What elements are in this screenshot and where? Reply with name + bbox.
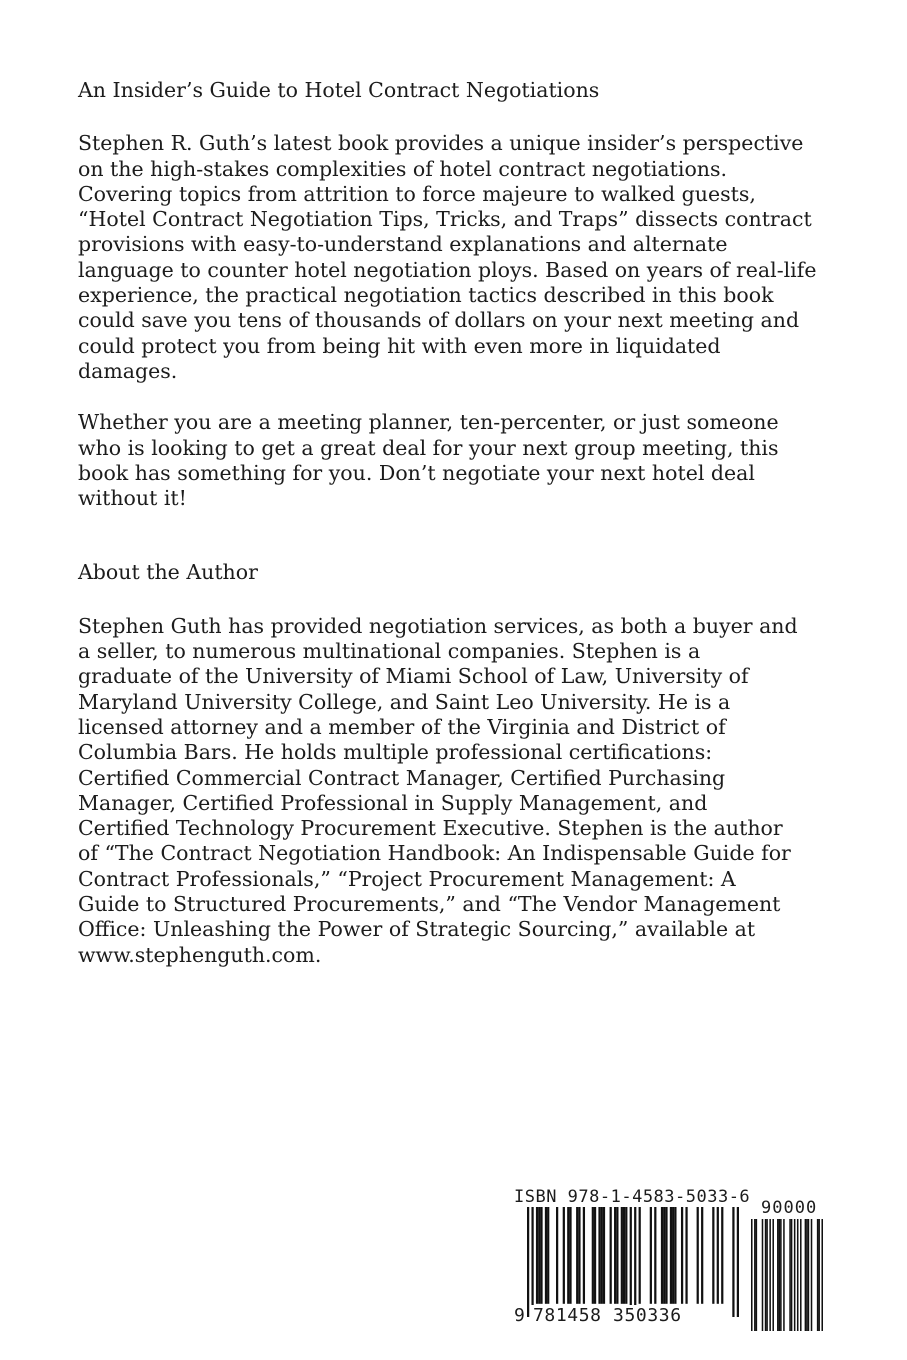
addon-bar bbox=[751, 1219, 753, 1331]
blurb-paragraph-2: Whether you are a meeting planner, ten-percenter, or just someone who is looking to get a great deal for your next group meeting, this book has something for you. Don’t negotiate your next hotel deal without it! bbox=[78, 410, 779, 511]
barcode-bar bbox=[670, 1207, 672, 1304]
addon-bar bbox=[765, 1219, 767, 1331]
barcode-bar bbox=[674, 1207, 676, 1304]
barcode-bar bbox=[598, 1207, 600, 1304]
barcode-bar bbox=[681, 1207, 683, 1304]
barcode-bar bbox=[538, 1207, 540, 1304]
barcode-bar bbox=[685, 1207, 687, 1304]
barcode-bar bbox=[732, 1207, 734, 1317]
price-code: 90000 bbox=[761, 1198, 818, 1218]
barcode-bar bbox=[610, 1207, 612, 1304]
price-addon-bars bbox=[751, 1219, 823, 1331]
addon-bar bbox=[817, 1219, 819, 1331]
addon-bar bbox=[772, 1219, 774, 1331]
barcode-bar bbox=[536, 1207, 538, 1304]
barcode-bar bbox=[545, 1207, 547, 1304]
barcode-bar bbox=[623, 1207, 625, 1304]
addon-bar bbox=[811, 1219, 813, 1331]
barcode-bar bbox=[563, 1207, 565, 1304]
barcode-bar bbox=[697, 1207, 699, 1304]
barcode-bar bbox=[594, 1207, 596, 1304]
barcode-bar bbox=[701, 1207, 703, 1304]
blurb-paragraph-1: Stephen R. Guth’s latest book provides a unique insider’s perspective on the high-stakes complexities of hotel contract negotiations. Covering topics from attrition to force majeure to walked guests, “Hotel Contract Negotiation Tips, Tricks, and Traps” dissects contract provisions with easy-to-understand explanations and alternate language to counter hotel negotiation ploys. Based on years of real-life experience, the practical negotiation tactics described in this book could save you tens of thousands of dollars on your next meeting and could protect you from being hit with even more in liquidated damages. bbox=[78, 131, 817, 383]
addon-bar bbox=[806, 1219, 808, 1331]
barcode-bar bbox=[721, 1207, 723, 1304]
ean13-bars bbox=[527, 1207, 739, 1317]
barcode-bar bbox=[663, 1207, 665, 1304]
addon-bar bbox=[777, 1219, 779, 1331]
barcode-bar bbox=[531, 1207, 533, 1317]
addon-bar bbox=[821, 1219, 823, 1331]
barcode-bar bbox=[603, 1207, 605, 1304]
isbn-label: ISBN 978-1-4583-5033-6 bbox=[514, 1187, 751, 1207]
barcode-bar bbox=[717, 1207, 719, 1304]
author-bio: Stephen Guth has provided negotiation services, as both a buyer and a seller, to numerous multinational companies. Stephen is a graduate of the University of Miami School of Law, University of Maryland University College, and Saint Leo University. He is a licensed attorney and a member of the Virginia and District of Columbia Bars. He holds multiple professional certifications: Certified Commercial Contract Manager, Certified Purchasing Manager, Certified Professional in Supply Management, and Certified Technology Procurement Executive. Stephen is the author of “The Contract Negotiation Handbook: An Indispensable Guide for Contract Professionals,” “Project Procurement Management: A Guide to Structured Procurements,” and “The Vendor Management Office: Unleashing the Power of Strategic Sourcing,” available at www.stephenguth.com. bbox=[78, 613, 798, 967]
barcode-bar bbox=[547, 1207, 549, 1304]
addon-bar bbox=[805, 1219, 807, 1331]
addon-bar bbox=[756, 1219, 758, 1331]
barcode-bar bbox=[527, 1207, 529, 1317]
addon-bar bbox=[783, 1219, 785, 1331]
addon-bar bbox=[766, 1219, 768, 1331]
barcode-bar bbox=[665, 1207, 667, 1304]
barcode-bar bbox=[737, 1207, 739, 1317]
barcode-bar bbox=[630, 1207, 632, 1317]
addon-bar bbox=[808, 1219, 810, 1331]
back-cover-text bbox=[78, 78, 838, 968]
barcode-bar bbox=[650, 1207, 652, 1304]
barcode-bar bbox=[634, 1207, 636, 1317]
barcode-bar bbox=[712, 1207, 714, 1304]
addon-bar bbox=[800, 1219, 802, 1331]
barcode-bar bbox=[614, 1207, 616, 1304]
addon-bar bbox=[789, 1219, 791, 1331]
barcode-bar bbox=[661, 1207, 663, 1304]
barcode-bar bbox=[576, 1207, 578, 1304]
barcode-bar bbox=[625, 1207, 627, 1304]
barcode-bar bbox=[654, 1207, 656, 1304]
barcode-bar bbox=[540, 1207, 542, 1304]
barcode-bar bbox=[672, 1207, 674, 1304]
barcode-bar bbox=[639, 1207, 641, 1304]
addon-bar bbox=[762, 1219, 764, 1331]
barcode-bar bbox=[556, 1207, 558, 1304]
barcode-bar bbox=[583, 1207, 585, 1304]
barcode-bar bbox=[569, 1207, 571, 1304]
about-author-heading: About the Author bbox=[78, 560, 258, 585]
addon-bar bbox=[769, 1219, 771, 1331]
barcode-bar bbox=[601, 1207, 603, 1304]
barcode-first-digit: 9 bbox=[514, 1305, 525, 1326]
barcode-bar bbox=[578, 1207, 580, 1304]
addon-bar bbox=[794, 1219, 796, 1331]
addon-bar bbox=[797, 1219, 799, 1331]
barcode-bar bbox=[567, 1207, 569, 1304]
barcode-bar bbox=[592, 1207, 594, 1304]
addon-bar bbox=[780, 1219, 782, 1331]
isbn-barcode bbox=[513, 1187, 833, 1337]
barcode-bar bbox=[621, 1207, 623, 1304]
barcode-bar bbox=[616, 1207, 618, 1304]
addon-bar bbox=[754, 1219, 756, 1331]
addon-bar bbox=[779, 1219, 781, 1331]
addon-bar bbox=[791, 1219, 793, 1331]
addon-bar bbox=[818, 1219, 820, 1331]
barcode-digits: 781458 350336 bbox=[533, 1305, 682, 1326]
blurb-title: An Insider’s Guide to Hotel Contract Negotiations bbox=[78, 78, 600, 102]
